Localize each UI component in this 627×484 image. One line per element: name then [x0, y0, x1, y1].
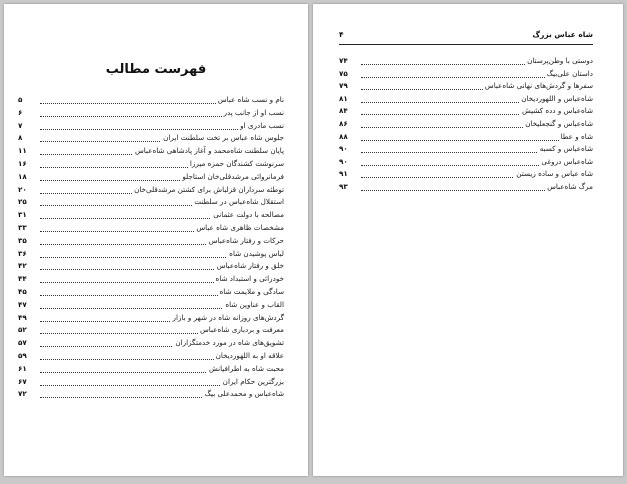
toc-entry-page: ۳۶ — [18, 249, 38, 259]
toc-entry — [18, 146, 284, 159]
toc-entry — [18, 313, 284, 326]
toc-entry — [18, 249, 284, 262]
toc-entry-title: شاه عباس و ساده زیستن — [516, 169, 593, 179]
toc-entry-page: ۱۱ — [18, 146, 38, 156]
toc-entry-page: ۴۴ — [18, 274, 38, 284]
toc-entry — [18, 287, 284, 300]
toc-entry — [339, 144, 593, 157]
toc-entry-title: سرنوشت کشندگان حمزه میرزا — [189, 158, 284, 168]
toc-entry — [339, 106, 593, 119]
toc-entry — [18, 338, 284, 351]
toc-entry — [18, 236, 284, 249]
toc-entry-page: ۳۱ — [18, 210, 38, 220]
toc-entry — [18, 325, 284, 338]
toc-entry-page: ۸۶ — [339, 119, 359, 129]
toc-entry-title: شاه‌عباس و کسبه — [539, 144, 593, 154]
toc-entry — [18, 159, 284, 172]
toc-entry — [18, 389, 284, 402]
toc-entry-page: ۷۹ — [339, 81, 359, 91]
running-head-title: شاه عباس بزرگ — [532, 30, 593, 39]
running-header — [339, 30, 593, 45]
toc-entry — [339, 132, 593, 145]
toc-entry-page: ۵ — [18, 95, 38, 105]
toc-entry-page: ۷ — [18, 121, 38, 131]
toc-entry — [339, 157, 593, 170]
toc-entry — [18, 121, 284, 134]
toc-entry-title: نسب او از جانب پدر — [223, 107, 284, 117]
toc-entry-page: ۷۲ — [18, 389, 38, 399]
toc-entry-page: ۴۹ — [18, 313, 38, 323]
toc-entry-title: شاه‌عباس و محمدعلی بیگ — [204, 389, 284, 399]
toc-entry-page: ۷۵ — [339, 69, 359, 79]
toc-entry-page: ۶ — [18, 108, 38, 118]
toc-entry-title: شاه و عطا — [560, 131, 593, 141]
toc-entry — [18, 364, 284, 377]
toc-entry-page: ۱۶ — [18, 159, 38, 169]
toc-entry — [18, 274, 284, 287]
toc-entry-page: ۲۵ — [18, 197, 38, 207]
toc-entry-page: ۴۷ — [18, 300, 38, 310]
toc-entry-title: پایان سلطنت شاه‌محمد و آغاز پادشاهی شاه‌عباس — [135, 146, 284, 156]
toc-entry — [18, 108, 284, 121]
toc-entry — [339, 119, 593, 132]
toc-entry-title: خلق و رفتار شاه‌عباس — [216, 261, 284, 271]
toc-entry — [339, 94, 593, 107]
toc-entry — [339, 56, 593, 69]
toc-entry-title: معرفت و بردباری شاه‌عباس — [200, 325, 284, 335]
toc-entry-page: ۵۲ — [18, 325, 38, 335]
toc-entry-title: بزرگترین حکام ایران — [222, 376, 284, 386]
toc-entry-title: دوستی با وطن‌پرستان — [527, 56, 593, 65]
toc-entry — [18, 185, 284, 198]
toc-entry — [18, 172, 284, 185]
toc-entry-title: سفرها و گردش‌های نهانی شاه‌عباس — [484, 81, 593, 91]
right-page — [313, 4, 623, 476]
toc-entry — [339, 69, 593, 82]
toc-entry-title: شاه‌عباس و دده کشیش — [521, 106, 593, 116]
toc-entry-page: ۹۳ — [339, 182, 359, 192]
toc-entry — [18, 377, 284, 390]
toc-entry-title: سادگی و ملایمت شاه — [219, 286, 284, 296]
toc-list-left — [18, 95, 284, 402]
toc-entry-title: محبت شاه به اطرافیانش — [208, 363, 284, 373]
toc-entry-page: ۸ — [18, 133, 38, 143]
toc-entry — [18, 223, 284, 236]
toc-entry-title: استقلال شاه‌عباس در سلطنت — [194, 197, 284, 207]
dot-leader — [361, 133, 591, 141]
toc-entry-page: ۱۸ — [18, 172, 38, 182]
toc-entry — [18, 351, 284, 364]
toc-entry-title: تشویق‌های شاه در مورد خدمتگزاران — [175, 338, 284, 348]
toc-entry-page: ۳۳ — [18, 223, 38, 233]
toc-entry-title: گردش‌های روزانه شاه در شهر و بازار — [172, 312, 284, 322]
toc-entry-title: لباس پوشیدن شاه — [229, 248, 284, 258]
toc-entry-page: ۶۷ — [18, 377, 38, 387]
toc-entry-page: ۹۰ — [339, 157, 359, 167]
toc-entry-page: ۲۰ — [18, 185, 38, 195]
toc-entry-title: شاه‌عباس و اللهوردیخان — [521, 93, 593, 103]
toc-entry-page: ۴۵ — [18, 287, 38, 297]
toc-entry-title: فرمانروائی مرشدقلی‌خان استاجلو — [182, 171, 284, 181]
toc-entry — [339, 182, 593, 195]
toc-entry-title: جلوس شاه عباس بر تخت سلطنت ایران — [163, 133, 284, 143]
toc-entry-title: نسب مادری او — [240, 120, 284, 130]
toc-entry-page: ۸۴ — [339, 106, 359, 116]
toc-entry-page: ۳۵ — [18, 236, 38, 246]
toc-entry — [18, 95, 284, 108]
toc-entry-page: ۹۰ — [339, 144, 359, 154]
toc-entry-title: نام و نسب شاه عباس — [217, 95, 284, 104]
toc-entry-title: شاه‌عباس و گنجعلیخان — [525, 118, 593, 128]
toc-entry-title: مصالحه با دولت عثمانی — [213, 210, 284, 220]
toc-entry-page: ۹۱ — [339, 169, 359, 179]
toc-entry-page: ۷۴ — [339, 56, 359, 66]
toc-entry-page: ۶۱ — [18, 364, 38, 374]
toc-entry — [18, 300, 284, 313]
toc-entry-page: ۴۲ — [18, 261, 38, 271]
toc-entry — [18, 261, 284, 274]
toc-entry-page: ۵۷ — [18, 338, 38, 348]
toc-entry-title: داستان علی‌بیگ — [546, 68, 593, 78]
toc-entry-page: ۸۱ — [339, 94, 359, 104]
toc-entry-title: توطئه سرداران قزلباش برای کشتن مرشدقلی‌خان — [134, 184, 284, 194]
toc-entry — [339, 169, 593, 182]
toc-entry-title: مشخصات ظاهری شاه عباس — [196, 222, 284, 232]
page-number: ۴ — [339, 30, 344, 39]
toc-entry-page: ۸۸ — [339, 132, 359, 142]
toc-entry-title: علاقه او به اللهوردیخان — [215, 350, 284, 360]
toc-entry-title: القاب و عناوین شاه — [225, 299, 284, 309]
toc-entry — [18, 133, 284, 146]
toc-entry-title: خودرائی و استبداد شاه — [215, 274, 284, 284]
left-page — [4, 4, 308, 476]
toc-title: فهرست مطالب — [105, 62, 207, 77]
toc-entry-title: حرکات و رفتار شاه‌عباس — [208, 235, 284, 245]
toc-entry-page: ۵۹ — [18, 351, 38, 361]
toc-list-right — [339, 56, 593, 195]
toc-entry — [18, 210, 284, 223]
toc-entry — [18, 197, 284, 210]
toc-entry — [339, 81, 593, 94]
toc-entry-title: شاه‌عباس دروغی — [541, 156, 593, 166]
toc-entry-title: مرگ شاه‌عباس — [547, 181, 593, 191]
